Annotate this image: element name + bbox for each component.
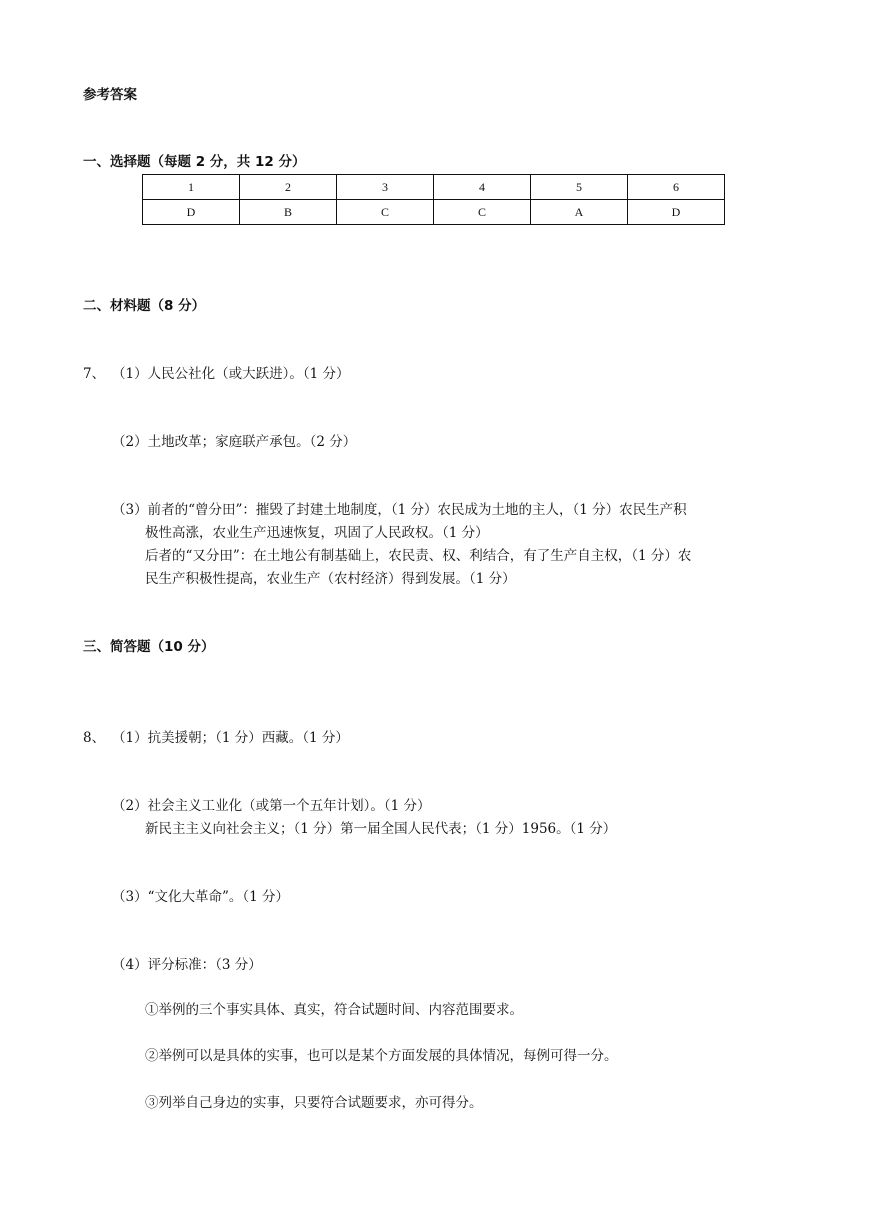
q7-part1: （1）人民公社化（或大跃进）。（1 分） — [112, 366, 350, 382]
criterion-3: ③列举自己身边的实事，只要符合试题要求，亦可得分。 — [145, 1095, 483, 1111]
table-cell: 6 — [628, 175, 725, 200]
table-cell: C — [434, 200, 531, 225]
q8-part4: （4）评分标准：（3 分） — [112, 957, 262, 973]
table-cell: 3 — [337, 175, 434, 200]
table-cell: 5 — [531, 175, 628, 200]
q7-part3-line1: （3）前者的“曾分田”：摧毁了封建土地制度，（1 分）农民成为土地的主人，（1 分）农民生产积 — [112, 502, 687, 518]
table-cell: A — [531, 200, 628, 225]
table-cell: B — [240, 200, 337, 225]
q7-part3-line3: 后者的“又分田”：在土地公有制基础上，农民责、权、利结合，有了生产自主权，（1 分）农 — [145, 548, 692, 564]
q8-part1: （1）抗美援朝；（1 分）西藏。（1 分） — [112, 730, 349, 746]
section3-heading: 三、简答题（10 分） — [83, 639, 215, 655]
table-cell: 1 — [143, 175, 240, 200]
page-title: 参考答案 — [83, 87, 137, 103]
table-row-numbers — [143, 175, 725, 200]
table-cell: D — [628, 200, 725, 225]
criterion-1: ①举例的三个事实具体、真实，符合试题时间、内容范围要求。 — [145, 1002, 523, 1018]
table-cell: D — [143, 200, 240, 225]
question-8-number: 8、 — [83, 730, 106, 746]
answer-table — [142, 174, 725, 225]
table-cell: 4 — [434, 175, 531, 200]
criterion-2: ②举例可以是具体的实事，也可以是某个方面发展的具体情况，每例可得一分。 — [145, 1048, 618, 1064]
q7-part3-line4: 民生产积极性提高，农业生产（农村经济）得到发展。（1 分） — [145, 571, 516, 587]
q7-part3-line2: 极性高涨，农业生产迅速恢复，巩固了人民政权。（1 分） — [145, 525, 489, 541]
table-row-answers — [143, 200, 725, 225]
table-cell: 2 — [240, 175, 337, 200]
q8-part2-line1: （2）社会主义工业化（或第一个五年计划）。（1 分） — [112, 798, 431, 814]
q8-part3: （3）“文化大革命”。（1 分） — [112, 889, 290, 905]
q8-part2-line2: 新民主主义向社会主义；（1 分）第一届全国人民代表；（1 分）1956。（1 分） — [145, 821, 617, 837]
q7-part2: （2）土地改革；家庭联产承包。（2 分） — [112, 434, 357, 450]
section2-heading: 二、材料题（8 分） — [83, 298, 206, 314]
section1-heading: 一、选择题（每题 2 分，共 12 分） — [83, 154, 306, 170]
table-cell: C — [337, 200, 434, 225]
question-7-number: 7、 — [83, 366, 106, 382]
